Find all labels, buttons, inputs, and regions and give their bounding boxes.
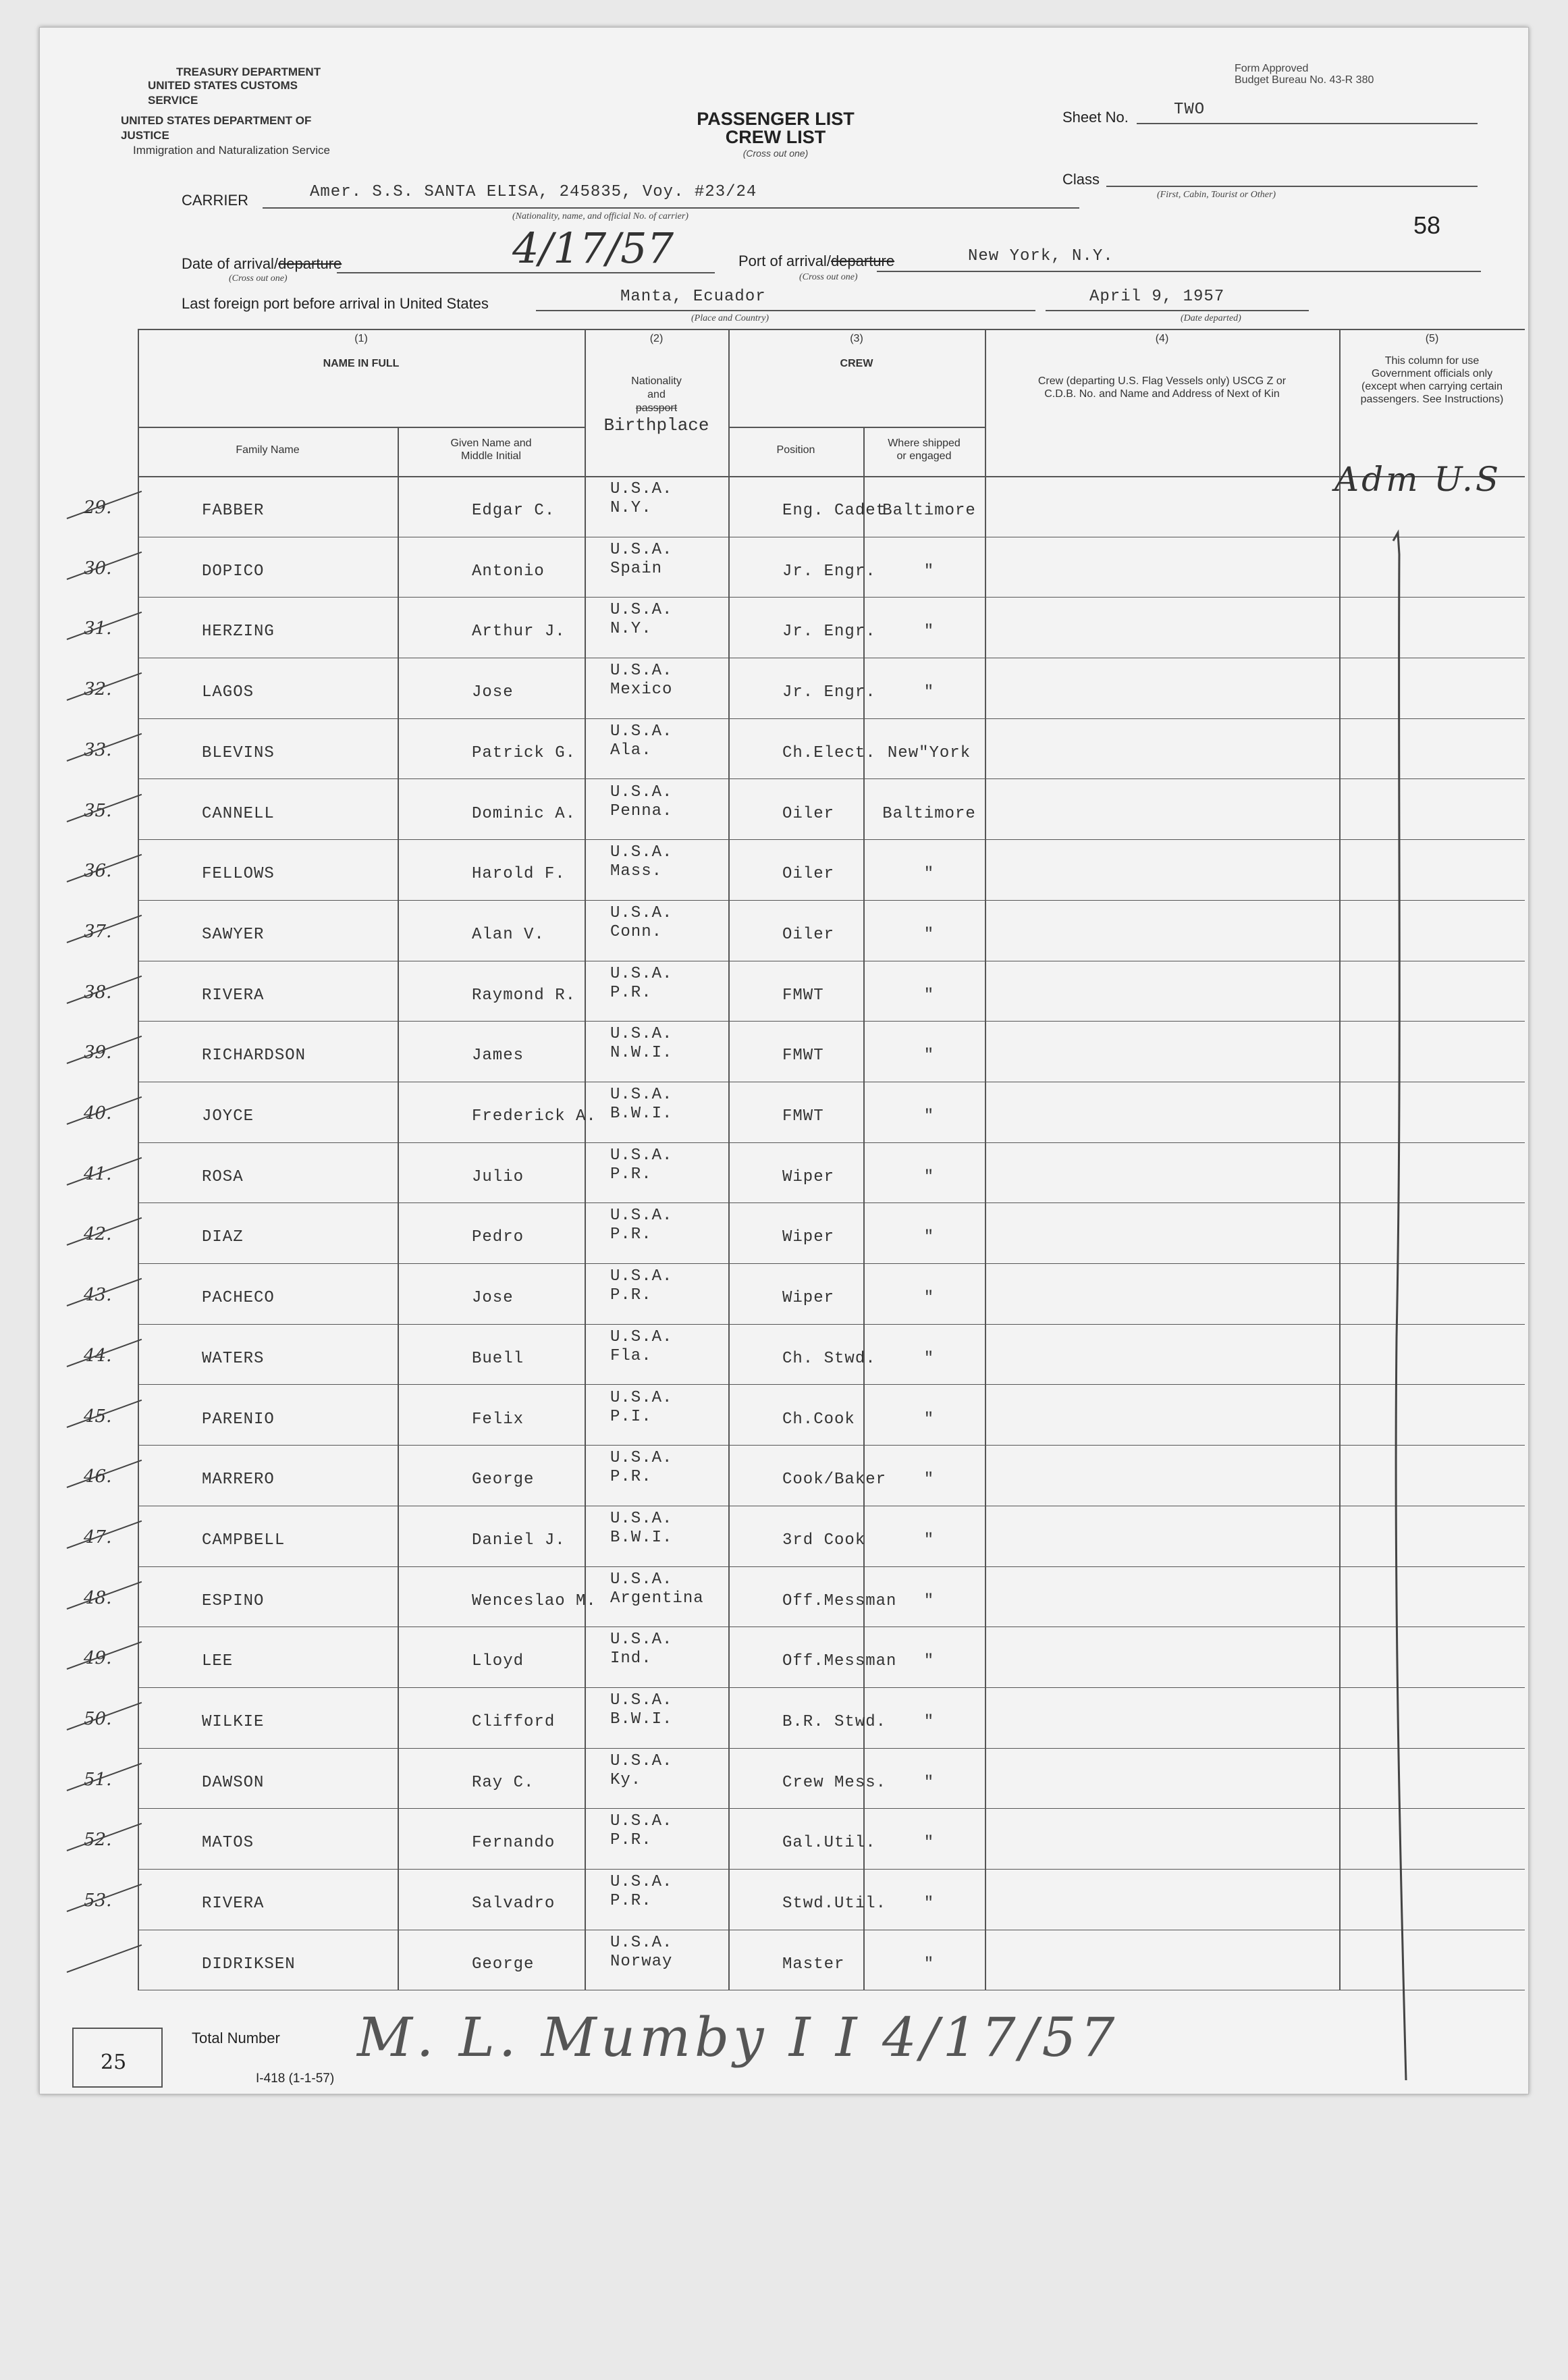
family-name: HERZING [202,623,275,641]
col2-struck: passport [635,402,678,414]
arrival-cross-hint: (Cross out one) [229,273,288,284]
total-label: Total Number [192,2030,280,2046]
position: Wiper [782,1228,835,1247]
position: Crew Mess. [782,1773,887,1792]
where-shipped: " [923,623,935,641]
given-name: Frederick A. [472,1107,597,1126]
where-shipped: " [923,1107,935,1126]
given-name: Patrick G. [472,743,576,762]
birthplace: Ala. [610,741,652,760]
table-row [84,1869,1525,1930]
birthplace: P.R. [610,1225,652,1244]
nationality: U.S.A. [610,1025,673,1044]
family-name: FELLOWS [202,865,275,884]
nationality: U.S.A. [610,662,673,681]
agency-line: TREASURY DEPARTMENT [176,65,321,78]
table-row [84,1082,1525,1142]
where-shipped: " [923,1895,935,1913]
given-name: Clifford [472,1713,556,1731]
birthplace: B.W.I. [610,1710,673,1728]
row-number: 41. [84,1163,112,1184]
given-name: Felix [472,1410,524,1429]
given-name: James [472,1047,524,1065]
table-row [84,779,1525,840]
family-name: RICHARDSON [202,1047,306,1065]
given-name: Fernando [472,1834,556,1853]
col2-birthplace: Birthplace [603,415,709,435]
carrier-label: CARRIER [182,192,249,209]
form-approved-block [1235,63,1374,86]
col4-title: Crew (departing U.S. Flag Vessels only) USCG Z or C.D.B. No. and Name and Address of Next of Kin [1037,375,1287,400]
family-name: RIVERA [202,986,265,1005]
table-row [84,658,1525,718]
nationality: U.S.A. [610,1449,673,1468]
family-name: JOYCE [202,1107,254,1126]
col3-title: CREW [840,358,873,369]
family-name: PARENIO [202,1410,275,1429]
port-value: New York, N.Y. [968,247,1114,265]
family-name: LEE [202,1652,234,1671]
row-number: 53. [84,1890,112,1911]
nationality: U.S.A. [610,1207,673,1225]
row-number: 39. [84,1042,112,1063]
col1-num: (1) [354,333,368,344]
row-number: 33. [84,739,112,760]
family-name: MARRERO [202,1471,275,1489]
agency-block [121,65,337,158]
row-number: 36. [84,861,112,882]
position: Cook/Baker [782,1471,887,1489]
nationality: U.S.A. [610,722,673,741]
position: Master [782,1955,845,1974]
col5-title: This column for use Government officials only (except when carrying certain passengers. See Instructions) [1360,355,1504,405]
table-row [84,900,1525,961]
place-hint: (Place and Country) [691,313,769,323]
row-number: 32. [84,679,112,700]
birthplace: Ky. [610,1770,642,1789]
row-number: 35. [84,800,112,821]
crew-list-document [39,27,1529,2094]
family-name: BLEVINS [202,743,275,762]
col4-num: (4) [1155,333,1169,344]
birthplace: N.Y. [610,620,652,639]
page-number: 58 [1413,211,1441,239]
birthplace: N.W.I. [610,1044,673,1063]
where-shipped: " [923,986,935,1005]
nationality: U.S.A. [610,964,673,983]
where-shipped: " [923,1289,935,1308]
where-shipped: " [923,865,935,884]
nationality: U.S.A. [610,1812,673,1831]
family-name: LAGOS [202,683,254,702]
where-shipped: " [923,1591,935,1610]
given-name: Salvadro [472,1895,556,1913]
where-shipped: Baltimore [882,502,976,520]
birthplace: P.R. [610,1165,652,1184]
nationality: U.S.A. [610,1691,673,1710]
given-name: Harold F. [472,865,566,884]
where-shipped: New"York [887,743,971,762]
birthplace: Mass. [610,862,663,881]
departed-hint: (Date departed) [1181,313,1241,323]
class-hint: (First, Cabin, Tourist or Other) [1157,190,1276,200]
arrival-date-label-text: Date of arrival/ [182,255,279,272]
position: Ch. Stwd. [782,1349,876,1368]
birthplace: Argentina [610,1589,704,1608]
position: Oiler [782,865,835,884]
family-name: CAMPBELL [202,1531,286,1550]
last-port-value: Manta, Ecuador [620,288,766,306]
row-number: 29. [84,498,112,518]
table-row [84,1263,1525,1324]
arrival-date-label [182,255,342,273]
where-shipped: " [923,1349,935,1368]
given-name: Jose [472,1289,514,1308]
table-row [84,1385,1525,1446]
position: Jr. Engr. [782,623,876,641]
position: Oiler [782,804,835,823]
row-number: 42. [84,1224,112,1245]
birthplace: B.W.I. [610,1528,673,1547]
family-name: RIVERA [202,1895,265,1913]
row-number: 45. [84,1406,112,1427]
where-shipped: " [923,925,935,944]
table-row [84,1627,1525,1687]
given-name: Buell [472,1349,524,1368]
birthplace: P.I. [610,1407,652,1426]
nationality: U.S.A. [610,1146,673,1165]
family-name: DOPICO [202,562,265,581]
nationality: U.S.A. [610,783,673,801]
position: 3rd Cook [782,1531,866,1550]
given-name: Antonio [472,562,545,581]
where-shipped: " [923,562,935,581]
given-name: Ray C. [472,1773,535,1792]
row-number: 44. [84,1345,112,1366]
family-name: MATOS [202,1834,254,1853]
family-name: ESPINO [202,1591,265,1610]
birthplace: Conn. [610,922,663,941]
row-number: 40. [84,1103,112,1123]
birthplace: P.R. [610,983,652,1002]
nationality: U.S.A. [610,903,673,922]
ditto-line-mark [1390,527,1417,2094]
port-label-text: Port of arrival/ [738,253,831,269]
nationality: U.S.A. [610,480,673,498]
class-label: Class [1062,171,1100,188]
table-row [84,1202,1525,1263]
where-shipped: " [923,1167,935,1186]
given-name: Alan V. [472,925,545,944]
position: FMWT [782,1047,824,1065]
where-shipped: Baltimore [882,804,976,823]
where-shipped: " [923,1531,935,1550]
row-number: 49. [84,1648,112,1669]
table-row [84,839,1525,900]
table-row [138,1930,1525,1990]
form-title [674,109,877,159]
col5-annotation: Adm U.S [1334,460,1502,499]
family-name: DIDRIKSEN [202,1955,296,1974]
agency-line: UNITED STATES DEPARTMENT OF JUSTICE [121,114,312,142]
given-name: Jose [472,683,514,702]
col-position: Position [776,444,815,456]
col3-num: (3) [850,333,863,344]
row-number: 38. [84,982,112,1003]
departed-value: April 9, 1957 [1089,288,1225,306]
position: Wiper [782,1289,835,1308]
nationality: U.S.A. [610,843,673,862]
last-port-label: Last foreign port before arrival in United States [182,295,489,312]
nationality: U.S.A. [610,1327,673,1346]
total-value: 25 [101,2051,127,2074]
table-row [84,1445,1525,1506]
table-row [84,1142,1525,1203]
birthplace: P.R. [610,1468,652,1487]
birthplace: Penna. [610,801,673,820]
table-row [84,1687,1525,1748]
crew-table [84,329,1525,1990]
position: Ch.Elect. [782,743,876,762]
table-row [84,718,1525,779]
cross-out-hint: (Cross out one) [742,148,809,159]
agency-line: UNITED STATES CUSTOMS SERVICE [148,79,298,107]
birthplace: Spain [610,559,663,578]
position: Oiler [782,925,835,944]
row-number: 46. [84,1466,112,1487]
nationality: U.S.A. [610,1267,673,1286]
birthplace: N.Y. [610,499,652,517]
table-row [84,537,1525,598]
birthplace: Norway [610,1952,673,1971]
table-row [84,476,1525,537]
col2-title-2: and [647,389,666,400]
port-cross-hint: (Cross out one) [799,272,858,282]
given-name: George [472,1955,535,1974]
position: B.R. Stwd. [782,1713,887,1731]
row-number: 37. [84,921,112,942]
row-number: 50. [84,1709,112,1729]
nationality: U.S.A. [610,1388,673,1407]
where-shipped: " [923,1955,935,1974]
where-shipped: " [923,1228,935,1247]
row-number: 48. [84,1587,112,1608]
table-row [84,1748,1525,1809]
family-name: FABBER [202,502,265,520]
position: Off.Messman [782,1652,897,1671]
given-name: Arthur J. [472,623,566,641]
nationality: U.S.A. [610,1933,673,1952]
family-name: DAWSON [202,1773,265,1792]
given-name: Lloyd [472,1652,524,1671]
family-name: ROSA [202,1167,244,1186]
family-name: WATERS [202,1349,265,1368]
form-id: I-418 (1-1-57) [256,2071,335,2086]
position: FMWT [782,986,824,1005]
budget-bureau: Budget Bureau No. 43-R 380 [1235,74,1374,86]
form-approved: Form Approved [1235,63,1309,74]
sheet-value: TWO [1174,101,1206,119]
row-number: 31. [84,618,112,639]
table-row [84,1324,1525,1385]
check-mark [67,1944,142,1972]
carrier-value: Amer. S.S. SANTA ELISA, 245835, Voy. #23/24 [310,183,757,201]
position: Stwd.Util. [782,1895,887,1913]
family-name: DIAZ [202,1228,244,1247]
family-name: PACHECO [202,1289,275,1308]
table-row [84,597,1525,658]
nationality: U.S.A. [610,1086,673,1104]
where-shipped: " [923,1713,935,1731]
agency-line: Immigration and Naturalization Service [133,144,330,157]
given-name: George [472,1471,535,1489]
arrival-date-value: 4/17/57 [512,223,674,273]
position: Eng. Cadet [782,502,887,520]
official-signature: M. L. Mumby I I 4/17/57 [357,2006,1119,2069]
position: Off.Messman [782,1591,897,1610]
position: Jr. Engr. [782,683,876,702]
nationality: U.S.A. [610,1570,673,1589]
given-name: Raymond R. [472,986,576,1005]
col5-num: (5) [1425,333,1439,344]
position: Wiper [782,1167,835,1186]
col-family-name: Family Name [236,444,300,456]
given-name: Julio [472,1167,524,1186]
row-number: 52. [84,1830,112,1851]
nationality: U.S.A. [610,1751,673,1770]
position: Gal.Util. [782,1834,876,1853]
table-row [84,1506,1525,1566]
table-row [84,961,1525,1022]
where-shipped: " [923,1834,935,1853]
given-name: Daniel J. [472,1531,566,1550]
given-name: Pedro [472,1228,524,1247]
birthplace: P.R. [610,1286,652,1305]
col-where-shipped: Where shipped or engaged [888,438,961,462]
where-shipped: " [923,1471,935,1489]
carrier-hint: (Nationality, name, and official No. of carrier) [512,211,688,221]
birthplace: P.R. [610,1831,652,1850]
col-given-name: Given Name and Middle Initial [450,438,532,462]
given-name: Dominic A. [472,804,576,823]
family-name: WILKIE [202,1713,265,1731]
nationality: U.S.A. [610,1631,673,1649]
birthplace: P.R. [610,1892,652,1911]
port-label [738,253,894,270]
given-name: Edgar C. [472,502,556,520]
row-number: 30. [84,558,112,579]
nationality: U.S.A. [610,540,673,559]
nationality: U.S.A. [610,1509,673,1528]
row-number: 51. [84,1769,112,1790]
birthplace: Ind. [610,1649,652,1668]
total-box [72,2028,163,2088]
where-shipped: " [923,1652,935,1671]
birthplace: Mexico [610,681,673,699]
family-name: CANNELL [202,804,275,823]
arrival-date-struck: departure [278,255,342,272]
where-shipped: " [923,1047,935,1065]
where-shipped: " [923,1410,935,1429]
position: Jr. Engr. [782,562,876,581]
birthplace: B.W.I. [610,1105,673,1123]
nationality: U.S.A. [610,1873,673,1892]
given-name: Wenceslao M. [472,1591,597,1610]
port-struck: departure [830,253,895,269]
position: Ch.Cook [782,1410,855,1429]
form-title-passenger: PASSENGER LIST [697,109,855,129]
sheet-label: Sheet No. [1062,109,1129,126]
nationality: U.S.A. [610,601,673,620]
row-number: 43. [84,1285,112,1306]
table-row [84,1808,1525,1869]
where-shipped: " [923,1773,935,1792]
where-shipped: " [923,683,935,702]
col2-num: (2) [649,333,664,344]
col1-title: NAME IN FULL [323,358,400,369]
col2-title-1: Nationality [631,375,682,387]
row-number: 47. [84,1527,112,1548]
birthplace: Fla. [610,1346,652,1365]
position: FMWT [782,1107,824,1126]
family-name: SAWYER [202,925,265,944]
form-title-crew: CREW LIST [725,127,826,147]
table-row [84,1021,1525,1082]
table-row [84,1566,1525,1627]
